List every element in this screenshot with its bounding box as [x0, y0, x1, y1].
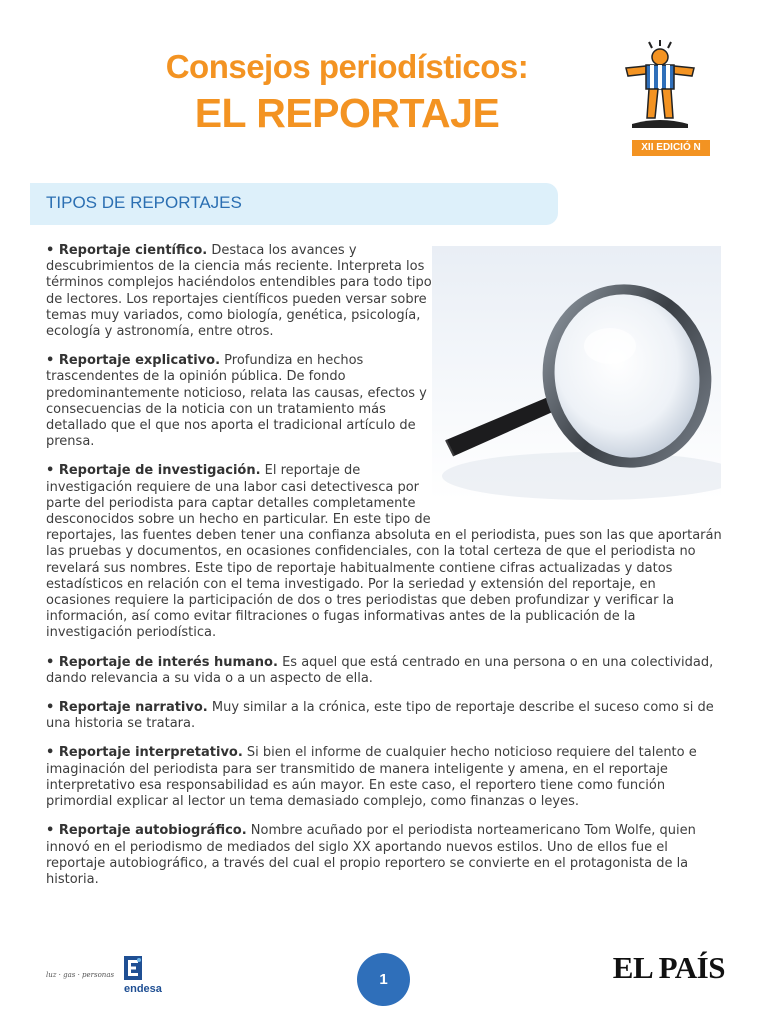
- title-line-1: Consejos periodísticos:: [165, 48, 529, 85]
- term-label: • Reportaje narrativo.: [46, 700, 208, 716]
- paragraph-interpretive: [46, 745, 724, 810]
- term-description: Destaca los avances y descubrimientos de la ciencia más reciente. Interpreta los términos complejos haciéndolos entendibles para todo tipo de lectores. Los reportajes científicos pueden versar sobre temas muy variados, como biología, genética, psicología, ecología y astronomía, entre otros.: [46, 243, 432, 340]
- term-label: • Reportaje autobiográfico.: [46, 823, 247, 839]
- term-description: El reportaje de investigación requiere de una labor casi detectivesca por parte del periodista para captar detalles completamente desconocidos sobre un hecho en particular. En este tipo de reportajes, las fuentes deben tener una confianza absoluta en el periodista, pues son las que aportarán las pruebas y documentos, en ocasiones confidenciales, con la total certeza de que el periodista no revelará sus nombres. Este tipo de reportaje habitualmente contiene cifras actualizadas y datos estadísticos en relación con el tema investigado. Por la seriedad y extensión del reportaje, en ocasiones requiere la participación de dos o tres periodistas que deben profundizar y verificar la información, así como evitar filtraciones o fugas informativas antes de la publicación de la investigación periodística.: [46, 463, 722, 641]
- mascot-logo: [622, 40, 698, 136]
- page-title: EL REPORTAJE: [194, 90, 500, 136]
- term-label: • Reportaje interpretativo.: [46, 745, 243, 761]
- term-description: Profundiza en hechos trascendentes de la opinión pública. De fondo predominantemente noticioso, relata las causas, efectos y consecuencias de la noticia con un tratamiento más detallado que el que nos aporta el tradicional artículo de prensa.: [46, 353, 427, 450]
- image-spacer: [432, 243, 724, 527]
- term-description: Es aquel que está centrado en una persona o en una colectividad, dando relevancia a su vida o a un aspecto de ella.: [46, 654, 714, 686]
- term-label: • Reportaje de investigación.: [46, 463, 261, 479]
- endesa-logo-icon: [124, 956, 142, 980]
- term-label: • Reportaje explicativo.: [46, 353, 221, 369]
- section-title: TIPOS DE REPORTAJES: [46, 193, 242, 212]
- term-label: • Reportaje de interés humano.: [46, 654, 278, 670]
- page-number: 1: [357, 953, 410, 1006]
- sponsor-name: endesa: [124, 983, 162, 995]
- term-description: Muy similar a la crónica, este tipo de reportaje describe el suceso como si de una historia se tratara.: [46, 700, 714, 732]
- edition-badge: XII EDICIÓ N: [632, 140, 710, 156]
- term-label: • Reportaje científico.: [46, 243, 208, 258]
- paragraph-autobiographical: [46, 823, 724, 888]
- publisher-logo: EL PAÍS: [612, 950, 725, 985]
- term-description: Nombre acuñado por el periodista norteamericano Tom Wolfe, quien innovó en el periodismo de mediados del siglo XX aportando nuevos estilos. Uno de ellos fue el reportaje autobiográfico, a través del cual el propio reportero se convierte en el protagonista de la historia.: [46, 823, 696, 887]
- paragraph-narrative: [46, 700, 724, 732]
- paragraph-human-interest: [46, 655, 724, 687]
- term-description: Si bien el informe de cualquier hecho noticioso requiere del talento e imaginación del periodista para ser transmitido de manera inteligente y amena, en el reportaje interpretativo esa responsabilidad es aún mayor. En este caso, el reportero tiene como función primordial explicar al lector un tema demasiado complejo, como finanzas o leyes.: [46, 745, 697, 810]
- sponsor-tagline: luz · gas · personas: [46, 971, 115, 979]
- article-body: [46, 243, 724, 901]
